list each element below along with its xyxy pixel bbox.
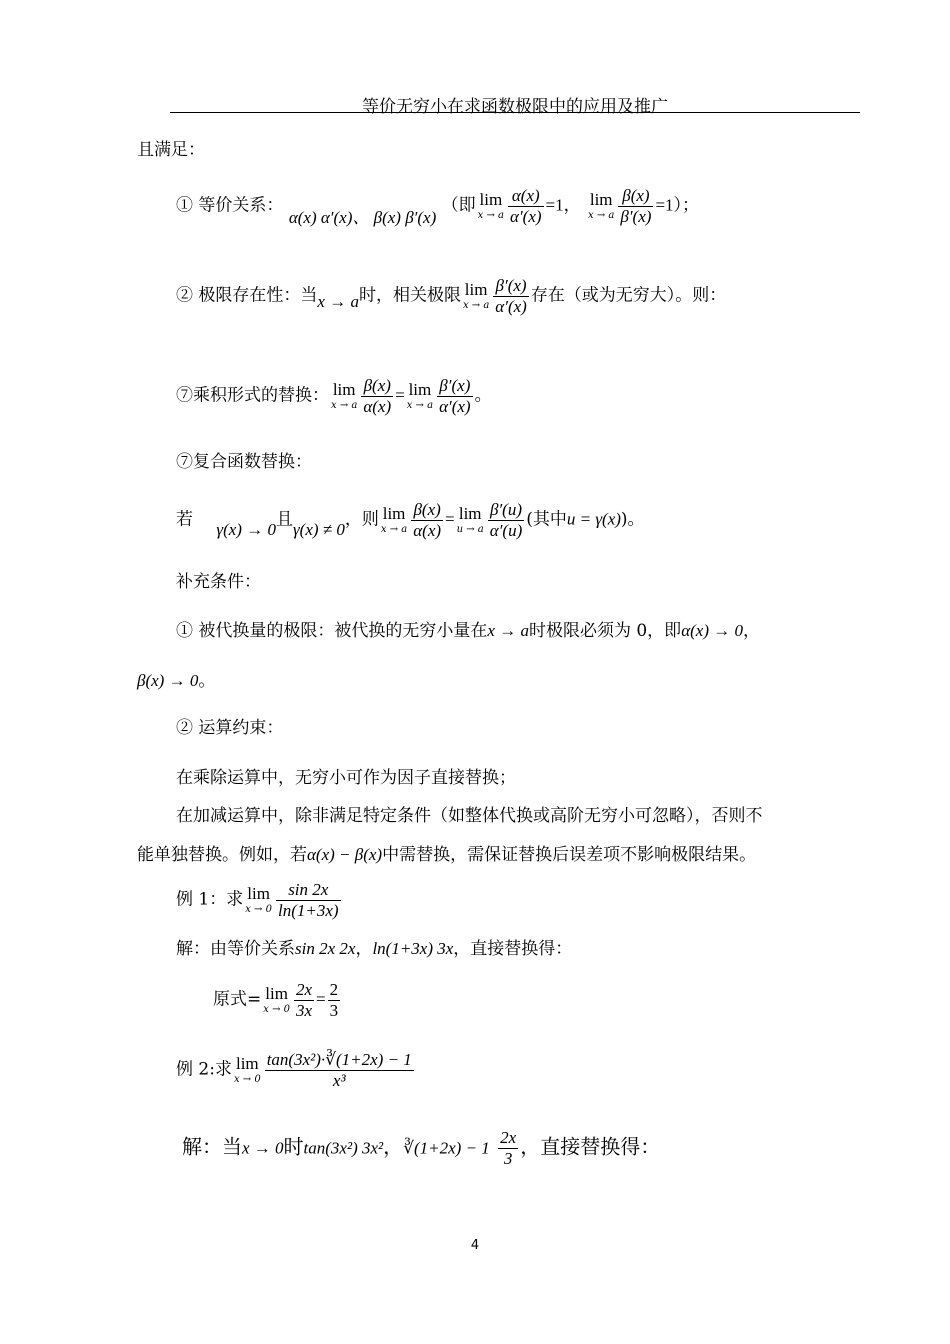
comma: ， bbox=[742, 621, 760, 641]
supp2-paragraph-2: 在加减运算中，除非满足特定条件（如整体代换或高阶无穷小可忽略），否则不 bbox=[176, 806, 763, 826]
equals-one: =1 bbox=[655, 195, 674, 215]
result-label: 原式= bbox=[213, 989, 262, 1010]
equals-one: =1， bbox=[545, 195, 581, 215]
header-rule bbox=[170, 112, 860, 113]
difference-expr: α(x) − β(x) bbox=[307, 845, 383, 864]
p2-text: 能单独替换。例如，若 bbox=[137, 845, 307, 865]
running-header: 等价无穷小在求函数极限中的应用及推广 bbox=[362, 97, 668, 117]
solution-cond: x → 0 bbox=[242, 1138, 284, 1158]
equiv-root: ∛(1+2x) − 1 bbox=[403, 1138, 490, 1158]
equiv-sin: sin 2x 2x bbox=[295, 939, 356, 958]
condition-limit-existence bbox=[176, 276, 726, 316]
equals-sign: = bbox=[395, 385, 405, 405]
fraction: $\frac{\alpha(x)}{\alpha'(x)}$ bbox=[510, 186, 542, 226]
fraction: $\frac{2}{3}$ bbox=[329, 980, 339, 1020]
cond-expr: x → a bbox=[487, 621, 529, 640]
fraction: $\frac{\sin 2x}{\ln(1+3x)}$ bbox=[277, 880, 339, 920]
condition-equivalence bbox=[176, 186, 699, 226]
lim-operator: lim u → a bbox=[456, 504, 484, 535]
equivalence-expr: α(x) α′(x)、 β(x) β′(x) bbox=[288, 207, 437, 227]
gamma-nonzero: γ(x) ≠ 0 bbox=[292, 519, 345, 539]
supplement-item-1 bbox=[176, 622, 760, 640]
example-label: 例 2:求 bbox=[176, 1059, 232, 1080]
fraction: $\frac{\beta(x)}{\beta'(x)}$ bbox=[620, 186, 652, 226]
solution-tail: ，直接替换得： bbox=[520, 1134, 661, 1159]
condition-expr: x → a bbox=[317, 291, 359, 311]
fraction: $\frac{\beta(x)}{\alpha(x)}$ bbox=[413, 500, 442, 540]
example-1 bbox=[176, 880, 343, 920]
solution-tail: ，直接替换得： bbox=[453, 939, 573, 959]
lim-operator: lim x → 0 bbox=[233, 1054, 261, 1085]
example-1-result bbox=[213, 980, 342, 1020]
fraction: $\frac{2x}{3x}$ bbox=[296, 980, 313, 1020]
supp1-text: 时极限必须为 0，即 bbox=[528, 621, 682, 641]
lim-operator: lim x → a bbox=[380, 504, 408, 535]
fraction: $\frac{\beta(x)}{\alpha(x)}$ bbox=[363, 376, 392, 416]
rule-composite-label: ⑦复合函数替换： bbox=[176, 452, 312, 472]
period: 。 bbox=[474, 385, 492, 406]
fraction: $\frac{\beta'(x)}{\alpha'(x)}$ bbox=[439, 376, 471, 416]
fraction: $\frac{\beta'(u)}{\alpha'(u)}$ bbox=[489, 500, 523, 540]
supplement-item-1-cont bbox=[137, 672, 215, 690]
condition-label: ② 极限存在性：当 bbox=[176, 285, 318, 306]
example-label: 例 1：求 bbox=[176, 889, 244, 910]
fraction: $\frac{\beta'(x)}{\alpha'(x)}$ bbox=[495, 276, 527, 316]
solution-label: 解：由等价关系 bbox=[176, 939, 295, 959]
condition-label: ① 等价关系： bbox=[176, 195, 284, 216]
supplement-title: 补充条件： bbox=[176, 572, 261, 592]
lim-operator: lim x → a bbox=[462, 280, 490, 311]
equals-sign: = bbox=[445, 509, 455, 529]
condition-tail: 存在（或为无穷大）。则： bbox=[530, 285, 727, 306]
condition-mid: 时，相关极限 bbox=[358, 285, 461, 306]
example-1-solution bbox=[176, 940, 572, 958]
beta-tends-zero: β(x) → 0 bbox=[137, 671, 199, 690]
supp2-paragraph-1: 在乘除运算中，无穷小可作为因子直接替换； bbox=[176, 768, 516, 788]
period: 。 bbox=[198, 671, 216, 691]
alpha-tends-zero: α(x) → 0 bbox=[681, 621, 743, 640]
solution-label: 解：当 bbox=[182, 1134, 242, 1159]
rule-label: ⑦乘积形式的替换： bbox=[176, 385, 329, 406]
ze: ，则 bbox=[344, 509, 379, 530]
supplement-item-2: ② 运算约束： bbox=[176, 718, 284, 738]
rule-product-replacement bbox=[176, 376, 492, 416]
fraction: $\frac{\text{tan(3x²)·∛(1+2x) − 1}}{\text{x³}}$ bbox=[266, 1050, 412, 1090]
equiv-ln: ln(1+3x) 3x bbox=[372, 939, 454, 958]
lim-operator: lim x → a bbox=[477, 190, 505, 221]
lim-operator: lim x → a bbox=[331, 380, 358, 411]
ruo: 若 bbox=[176, 509, 193, 530]
fraction: $\frac{2x}{3}$ bbox=[500, 1128, 517, 1168]
paren-open: （即 bbox=[441, 195, 476, 216]
lim-operator: lim x → 0 bbox=[245, 884, 272, 915]
lim-operator: lim x → a bbox=[588, 190, 615, 221]
comma: ， bbox=[355, 939, 373, 959]
equiv-tan: tan(3x²) 3x² bbox=[303, 1138, 384, 1158]
rule-composite-expression bbox=[176, 500, 645, 540]
shi: 时 bbox=[283, 1134, 304, 1159]
u-definition: u = γ(x) bbox=[566, 509, 621, 529]
qizhong: (其中 bbox=[526, 509, 567, 530]
example-2-solution bbox=[182, 1128, 660, 1168]
supp2-paragraph-2-cont bbox=[137, 846, 756, 864]
gamma-tends-zero: γ(x) → 0 bbox=[216, 519, 276, 539]
lim-operator: lim x → 0 bbox=[263, 984, 290, 1015]
lim-operator: lim x → a bbox=[406, 380, 434, 411]
p2-text: 中需替换，需保证替换后误差项不影响极限结果。 bbox=[382, 845, 757, 865]
qie: 且 bbox=[275, 509, 293, 530]
page-number: 4 bbox=[470, 1238, 480, 1253]
equals-sign: = bbox=[316, 989, 326, 1009]
comma: ， bbox=[383, 1134, 404, 1159]
intro-text: 且满足： bbox=[137, 140, 205, 160]
paren-close: ）； bbox=[673, 195, 700, 216]
supp1-text: ① 被代换量的极限：被代换的无穷小量在 bbox=[176, 621, 488, 641]
close: )。 bbox=[620, 509, 645, 530]
example-2 bbox=[176, 1050, 416, 1090]
